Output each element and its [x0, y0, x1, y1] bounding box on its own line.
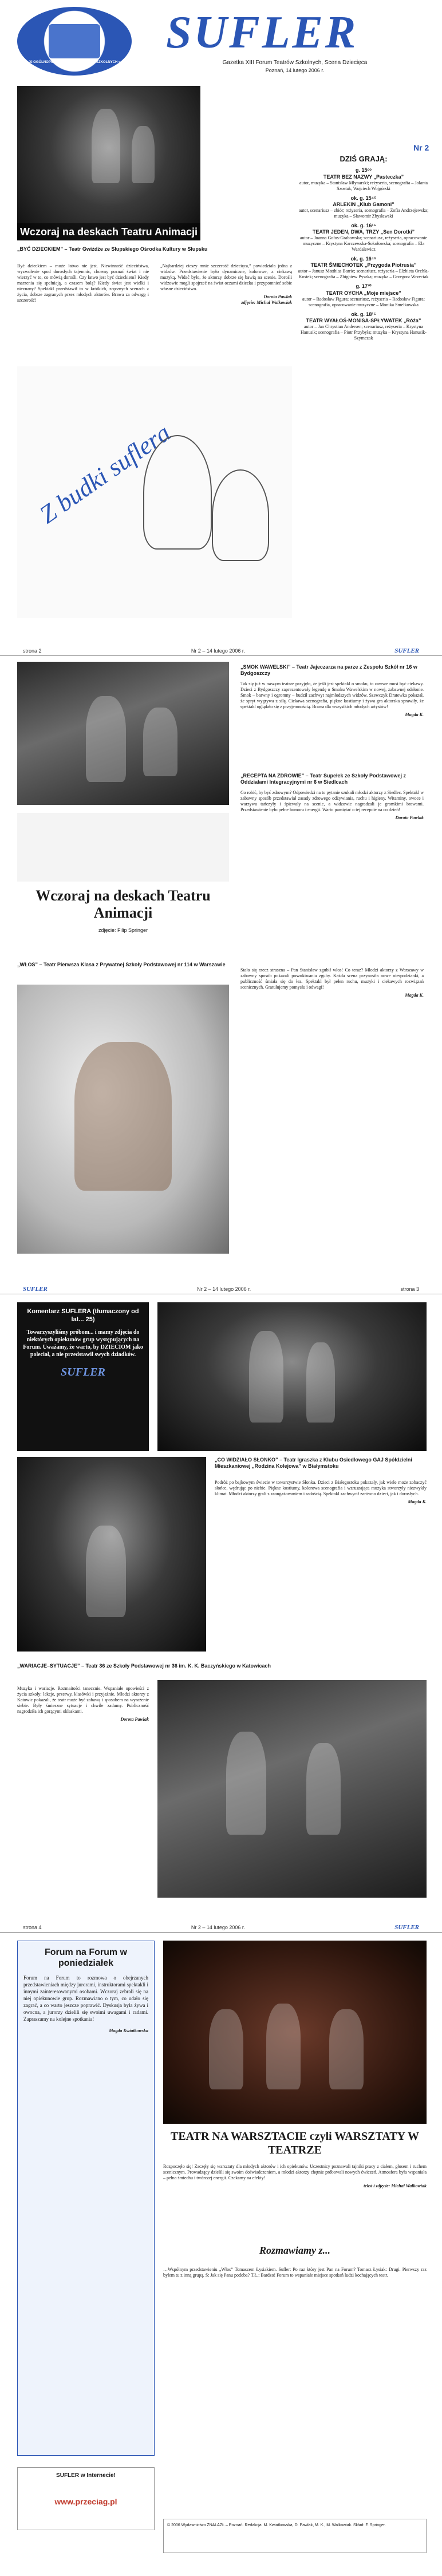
- warsztaty-headline: TEATR NA WARSZTACIE czyli WARSZTATY W TEATRZE: [171, 2130, 419, 2156]
- photo-slonko-2: [17, 1457, 206, 1652]
- schedule-item-details: autor – Jan Chrystian Andersen; scenariusz, reżyseria – Krystyna Hanusik; scenografia – Piotr Przybyła; muzyka – Krystyna Hanusik-Szymczak: [301, 323, 427, 341]
- subtitle: Gazetka XIII Forum Teatrów Szkolnych, Scena Dziecięca: [222, 60, 368, 66]
- schedule-item: [298, 167, 429, 191]
- internet-ad-sub: SUFLER w Internecie!: [56, 2472, 116, 2479]
- review1-sign1: Dorota Pawlak: [263, 294, 292, 299]
- schedule-item-title: TEATR WYAŁOŚ-MONISA-SPŁYWATEK „Róża”: [306, 317, 421, 323]
- forum-box: [17, 1941, 155, 2456]
- review1-text-2: „Najbardziej cieszy mnie szczerość dziecięca,” powiedziała jedna z widzów. Przedstawienie było dynamiczne, kolorowe, z ciekawą muzyką. Widać było, że aktorzy dobrze się bawią na scenie. Dorośli widzowie mogli spojrzeć na świat oczami dziecka i przypomnieć sobie własne dzieciństwo.: [160, 263, 292, 291]
- review5-title: „CO WIDZIAŁO SŁONKO” – Teatr Igraszka z Klubu Osiedlowego GAJ Spółdzielni Mieszkaniowej „Rodzina Kolejowa” w Białymstoku: [215, 1457, 412, 1469]
- schedule-item-details: autor, scenariusz – zbiór; reżyseria, scenografia – Zofia Andrzejewska; muzyka – Sławomir Zbysławski: [298, 207, 429, 219]
- review3-col: [240, 790, 424, 821]
- page4-bar-left: strona 4: [23, 1924, 42, 1930]
- photo-slonko-1: [157, 1302, 427, 1451]
- review1-col1: [17, 263, 149, 306]
- footer-text: © 2006 Wydawnictwo ZNALAZŁ – Poznań. Redakcja: M. Kwiatkowska, D. Pawlak, M. K., M. Walkowiak. Skład: F. Springer.: [167, 2523, 386, 2527]
- interview-title: Rozmawiamy z...: [259, 2245, 330, 2256]
- photo-caption: Wczoraj na deskach Teatru Animacji: [17, 223, 200, 241]
- schedule-item-details: autor – Janusz Matthias Barrie; scenariusz, reżyseria – Elżbieta Orchla-Kostek; scenografia – Zbigniew Pyszka; muzyka – Grzegorz Wrzeciak: [298, 268, 429, 280]
- comment-box-logo: SUFLER: [61, 1365, 105, 1378]
- schedule-item-title: TEATR JEDEN, DWA, TRZY „Sen Dorotki”: [312, 229, 415, 235]
- photo-wariacje: [157, 1680, 427, 1898]
- page2-bar: [0, 647, 442, 656]
- workshop-sign: tekst i zdjęcie: Michał Walkowiak: [364, 2183, 427, 2188]
- review3-title: „RECEPTA NA ZDROWIE” – Teatr Supełek ze Szkoły Podstawowej z Oddziałami Integracyjnymi nr 6 w Siedlcach: [240, 773, 407, 785]
- review3-sign: Dorota Pawlak: [395, 815, 424, 820]
- schedule-list: [298, 167, 429, 341]
- photo-wlos: [17, 985, 229, 1254]
- schedule-item: [298, 283, 429, 307]
- schedule-item-details: autor – Joanna Gołos-Grabowska; scenariusz, reżyseria, opracowanie muzyczne – Krystyna Karczewska-Sokołowska; scenografia – Ela Wardalewicz: [299, 235, 428, 252]
- workshop-text: Rozpoczęło się! Zaczęły się warsztaty dla młodych aktorów i ich opiekunów. Uczestnicy poznawali tajniki pracy z ciałem, głosem i ruchem scenicznym. Prowadzący dzielili się swoim doświadczeniem, a młodzi aktorzy chętnie próbowali nowych ćwiczeń. Atmosfera była wspaniała – pełna śmiechu i twórczej energii. Czekamy na efekty!: [163, 2164, 427, 2180]
- page4-bar: [0, 1923, 442, 1933]
- review6-text: Muzyka i wariacje. Rozmaitości tanecznie. Wspaniałe opowieści z życia szkoły: lekcje, przerwy, klasówki i przyjaźnie. Młodzi aktorzy z Katowic pokazali, że teatr może być zabawą i sposobem na wyrażenie siebie. Były śmieszne sytuacje i chwile zadumy. Publiczność nagrodziła ich gorącymi oklaskami.: [17, 1686, 149, 1714]
- forum-box-sign: Magda Kwiatkowska: [109, 2028, 148, 2033]
- issue-number: Nr 2: [413, 143, 429, 152]
- poster-figure-1: [143, 435, 212, 550]
- review4-title: „WŁOS” – Teatr Pierwsza Klasa z Prywatnej Szkoły Podstawowej nr 114 w Warszawie: [17, 962, 226, 967]
- schedule-item-time: ok. g. 16⁴⁵: [350, 256, 377, 262]
- review3-text: Co robić, by być zdrowym? Odpowiedzi na to pytanie szukali młodzi aktorzy z Siedlec. Spektakl w zabawny sposób przedstawiał zasady zdrowego odżywiania, ruchu i higieny. Witaminy, owoce i warzywa tańczyły i śpiewały na scenie, a widzowie nagradzali je gromkimi brawami. Przedstawienie było pełne humoru i energii. Warto pamiętać o tej recepcie na co dzień!: [240, 790, 424, 812]
- schedule-item-time: g. 17³⁰: [356, 283, 372, 290]
- schedule-item-details: autor – Radosław Figura; scenariusz, reżyseria – Radosław Figura; scenografia, opracowanie muzyczne – Monika Smełkowska: [302, 296, 425, 307]
- page2-bar-left: strona 2: [23, 647, 42, 654]
- review4-col: [240, 967, 424, 998]
- poster-figure-2: [212, 469, 269, 561]
- review5-text: Podróż po bajkowym świecie w towarzystwie Słonka. Dzieci z Białegostoku pokazały, jak wiele może zobaczyć słońce, wędrując po niebie. Piękne kostiumy, kolorowa scenografia i wzruszająca muzyka stworzyły niezwykły klimat. Młodzi aktorzy grali z zaangażowaniem i radością. Spektakl zachwycił zarówno dzieci, jak i dorosłych.: [215, 1480, 427, 1496]
- page3-bar-logo: SUFLER: [23, 1285, 48, 1293]
- poster: [17, 366, 292, 618]
- photo-warsztaty: [163, 1941, 427, 2124]
- comment-box: [17, 1302, 149, 1451]
- page2-bar-center: Nr 2 – 14 lutego 2006 r.: [191, 647, 245, 654]
- page4-footer: [163, 2519, 427, 2553]
- review4-sign: Magda K.: [405, 993, 424, 998]
- review2-col: [240, 681, 424, 718]
- sheet-page-1: [0, 0, 442, 633]
- schedule-item-time: ok. g. 15⁴⁵: [350, 195, 377, 201]
- logo: SUFLER: [166, 7, 358, 58]
- review2-text: Tak się już w naszym teatrze przyjęło, że jeśli jest spektakl o smoku, to zawsze musi być ciekawy. Dzieci z Bydgoszczy zaprezentowały legendę o Smoku Wawelskim w nowej, zabawnej odsłonie. Smok – barwny i ogromny – budził zachwyt najmłodszych widzów. Szewczyk Dratewka pokazał, że spryt wygrywa z siłą. Ciekawa scenografia, piękne kostiumy i żywa gra aktorska sprawiły, że spektakl oglądało się z przyjemnością. Brawa dla wszystkich młodych artystów!: [240, 681, 424, 709]
- schedule-item-time: ok. g. 18¹⁵: [351, 311, 376, 317]
- review1-title: „BYĆ DZIECKIEM” – Teatr Gwiżdże ze Słupskiego Ośrodka Kultury w Słupsku: [17, 246, 208, 252]
- review2-title: „SMOK WAWELSKI” – Teatr Jajeczarza na parze z Zespołu Szkół nr 16 w Bydgoszczy: [240, 664, 417, 676]
- schedule-item: [298, 195, 429, 219]
- internet-ad-url[interactable]: www.przeciag.pl: [54, 2496, 117, 2506]
- sheet-page-4: [0, 1923, 442, 2565]
- date: Poznań, 14 lutego 2006 r.: [265, 68, 325, 73]
- photo-blank-1: [17, 813, 229, 882]
- page3-bar: [0, 1285, 442, 1294]
- review6-sign: Dorota Pawlak: [120, 1717, 149, 1722]
- review5-col: [215, 1480, 427, 1505]
- forum-box-title: Forum na Forum w poniedziałek: [45, 1947, 127, 1968]
- badge-text: XI OGÓLNOPOLSKIE FORUM TEATRÓW SZKOLNYCH • POZNAŃ 2006: [29, 61, 120, 69]
- page4-bar-center: Nr 2 – 14 lutego 2006 r.: [191, 1924, 245, 1930]
- schedule-item: [298, 311, 429, 341]
- interview-col: [163, 2267, 427, 2281]
- workshop-col: [163, 2164, 427, 2189]
- review6-title: „WARIACJE–SYTUACJE” – Teatr 36 ze Szkoły Podstawowej nr 36 im. K. K. Baczyńskiego w Katowicach: [17, 1663, 271, 1669]
- page2-headline: [17, 887, 229, 934]
- photo-stage-1: [17, 86, 200, 240]
- photo-smok: [17, 662, 229, 805]
- schedule-item-title: ARLEKIN „Klub Gamoni”: [333, 201, 394, 207]
- sheet-page-2: [0, 647, 442, 1271]
- schedule-item: [298, 256, 429, 280]
- page2-headline-text: Wczoraj na deskach Teatru Animacji: [35, 887, 211, 921]
- forum-badge: [17, 7, 132, 76]
- review5-sign: Magda K.: [408, 1499, 427, 1504]
- interview-text: …Wspólnym przedstawieniu „Włos” Tomaszem Łysiakiem. Sufler: Po raz który jest Pan na Forum? Tomasz Łysiak: Drugi. Pierwszy raz byłem tu z inną grupą. S: Jak się Panu podoba? T.Ł.: Bardzo! Forum to wspaniałe miejsce spotkań ludzi kochających teatr.: [163, 2267, 427, 2278]
- review1-text-1: Być dzieckiem – może łatwo nie jest. Niewinność dzieciństwa, wyzwolenie spod dorosłych tajemnic, chcemy poznać świat i nie wierzyć w to, co mówią dorośli. Czy łatwo jest być dzieckiem? Kiedy marzenia się spełniają, a czasem bolą? Kiedy świat jest wielki i nieznany? Spektakl przedstawił to w krótkich, zręcznych scenach z życia, dobrze zagranych przez młodych aktorów. Brawa za odwagę i szczerość!: [17, 263, 149, 303]
- page2-photo-credit: zdjęcie: Filip Springer: [98, 927, 148, 933]
- page3-bar-right: strona 3: [400, 1286, 419, 1292]
- review1-col2: [160, 263, 292, 306]
- internet-ad[interactable]: [17, 2467, 155, 2530]
- schedule-item-title: TEATR BEZ NAZWY „Pasteczka”: [323, 173, 404, 180]
- sheet-page-3: [0, 1285, 442, 1909]
- forum-box-text: Forum na Forum to rozmowa o obejrzanych przedstawieniach między jurorami, instruktorami spektakli i innymi zainteresowanymi osobami. Wczoraj zebrali się na niej opiekunowie grup. Rozmawiano o tym, co udało się zagrać, a co warto jeszcze poprawić. Dyskusja była żywa i owocna, a jurorzy dzielili się swoimi uwagami i radami. Zapraszamy na kolejne spotkania!: [23, 1975, 148, 2022]
- schedule: [298, 155, 429, 345]
- masthead: [17, 7, 425, 76]
- schedule-item-title: TEATR OYCHA „Moje miejsce”: [326, 290, 401, 296]
- schedule-item-time: g. 15ᵒᵒ: [356, 167, 372, 173]
- schedule-item-time: ok. g. 16¹⁵: [351, 222, 376, 228]
- schedule-item-details: autor, muzyka – Stanisław Młynarski; reżyseria, scenografia – Jolanta Szostak, Wojciech Wojgórski: [299, 180, 428, 191]
- comment-box-title: Komentarz SUFLERA (tłumaczony od lat... 25): [27, 1308, 139, 1323]
- poster-text: Z budki suflera: [34, 418, 176, 529]
- review6-col: [17, 1686, 149, 1722]
- page3-bar-center: Nr 2 – 14 lutego 2006 r.: [197, 1286, 251, 1292]
- schedule-item: [298, 223, 429, 252]
- review2-sign: Magda K.: [405, 712, 424, 717]
- page2-bar-logo: SUFLER: [394, 647, 419, 654]
- review1-sign2: zdjęcie: Michał Walkowiak: [241, 300, 292, 305]
- schedule-item-title: TEATR ŚMIECHOTEK „Przygoda Piotrusia”: [310, 262, 417, 268]
- page4-bar-logo: SUFLER: [394, 1923, 419, 1931]
- schedule-heading: DZIŚ GRAJĄ:: [340, 155, 388, 163]
- comment-box-text: Towarzyszyliśmy próbom... i mamy zdjęcia do niektórych opiekunów grup występujących na Forum. Uważamy, że warto, by DZIECIOM jako poleciał, a nie przedstawił swych dziadków.: [23, 1329, 143, 1358]
- review4-text: Stało się rzecz straszna – Pan Stanisław zgubił włos! Co teraz? Młodzi aktorzy z Warszawy w zabawny sposób pokazali poszukiwania zguby. Każda scena przynosiła nowe niespodzianki, a publiczność śmiała się do łez. Spektakl był pełen ruchu, muzyki i ciekawych rozwiązań scenicznych. Gratulujemy pomysłu i odwagi!: [240, 967, 424, 990]
